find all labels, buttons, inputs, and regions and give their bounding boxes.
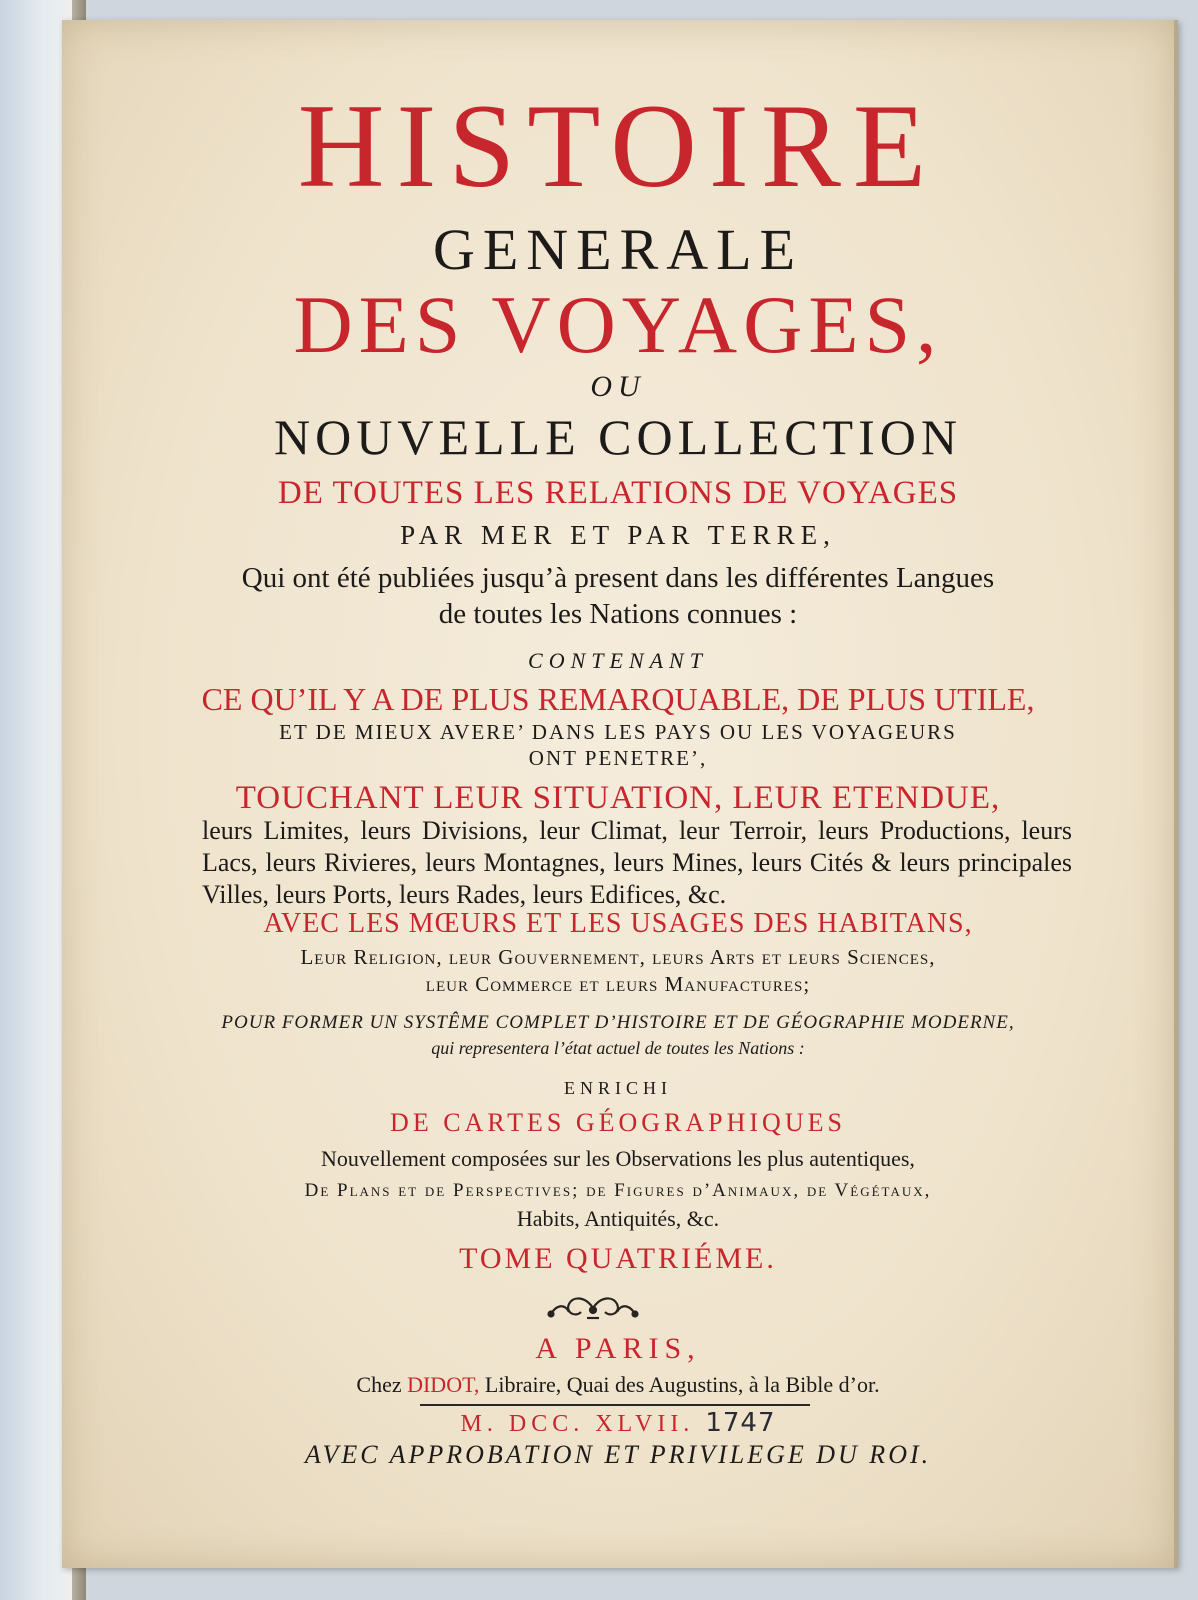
date-handwritten: 1747 bbox=[705, 1408, 776, 1438]
text-commerce: leur Commerce et leurs Manufactures; bbox=[425, 972, 811, 996]
imprint-line bbox=[62, 1372, 1174, 1398]
subtitle-par-mer: PAR MER ET PAR TERRE, bbox=[400, 520, 836, 550]
text-religion: Leur Religion, leur Gouvernement, leurs Arts et leurs Sciences, bbox=[300, 945, 936, 969]
text-observations: Nouvellement composées sur les Observations les plus autentiques, bbox=[321, 1146, 915, 1171]
divider-rule bbox=[420, 1404, 810, 1406]
title-des-voyages: DES VOYAGES, bbox=[293, 279, 943, 370]
date-line bbox=[62, 1408, 1174, 1438]
text-systeme: POUR FORMER UN SYSTÊME COMPLET D’HISTOIRE ET DE GÉOGRAPHIE MODERNE, bbox=[221, 1012, 1015, 1033]
imprint-address: Libraire, Quai des Augustins, à la Bible d’or. bbox=[484, 1372, 880, 1397]
text-publiees: Qui ont été publiées jusqu’à present dans les différentes Langues bbox=[241, 562, 995, 594]
text-avere: ET DE MIEUX AVERE’ DANS LES PAYS OU LES VOYAGEURS bbox=[279, 720, 957, 744]
place-paris: A PARIS, bbox=[535, 1332, 701, 1365]
text-situation: TOUCHANT LEUR SITUATION, LEUR ETENDUE, bbox=[235, 780, 1001, 816]
text-habits: Habits, Antiquités, &c. bbox=[516, 1206, 720, 1231]
text-cartes: DE CARTES GÉOGRAPHIQUES bbox=[390, 1108, 846, 1137]
subtitle-relations: DE TOUTES LES RELATIONS DE VOYAGES bbox=[277, 475, 959, 511]
volume-title: TOME QUATRIÉME. bbox=[459, 1242, 777, 1275]
privilege-line: AVEC APPROBATION ET PRIVILEGE DU ROI. bbox=[304, 1440, 932, 1469]
imprint-publisher: DIDOT, bbox=[407, 1372, 480, 1397]
imprint-chez: Chez bbox=[356, 1372, 402, 1397]
heading-enrichi: ENRICHI bbox=[564, 1078, 672, 1098]
heading-contenant: CONTENANT bbox=[528, 648, 708, 673]
title-generale: GENERALE bbox=[432, 217, 804, 282]
title-ou: OU bbox=[590, 370, 646, 403]
title-histoire: HISTOIRE bbox=[297, 79, 939, 212]
text-moeurs: AVEC LES MŒURS ET LES USAGES DES HABITANS, bbox=[263, 908, 973, 939]
title-page bbox=[62, 20, 1178, 1568]
fleuron-ornament-icon bbox=[543, 1290, 643, 1326]
text-etat-actuel: qui representera l’état actuel de toutes les Nations : bbox=[431, 1038, 805, 1058]
subtitle-nouvelle-collection: NOUVELLE COLLECTION bbox=[274, 409, 962, 465]
date-roman: M. DCC. XLVII. bbox=[460, 1411, 695, 1437]
text-penetre: ONT PENETRE’, bbox=[528, 746, 708, 770]
paragraph-limites: leurs Limites, leurs Divisions, leur Climat, leur Terroir, leurs Productions, leurs Lacs, leurs Rivieres, leurs Montagnes, leurs Mines, leurs Cités & leurs principales Villes, leurs Ports, leurs Rades, leurs Edifices, &c. bbox=[202, 816, 1072, 909]
text-remarquable: CE QU’IL Y A DE PLUS REMARQUABLE, DE PLUS UTILE, bbox=[201, 681, 1035, 717]
text-plans: De Plans et de Perspectives; de Figures d’Animaux, de Végétaux, bbox=[304, 1180, 932, 1201]
text-nations-connues: de toutes les Nations connues : bbox=[438, 598, 798, 630]
